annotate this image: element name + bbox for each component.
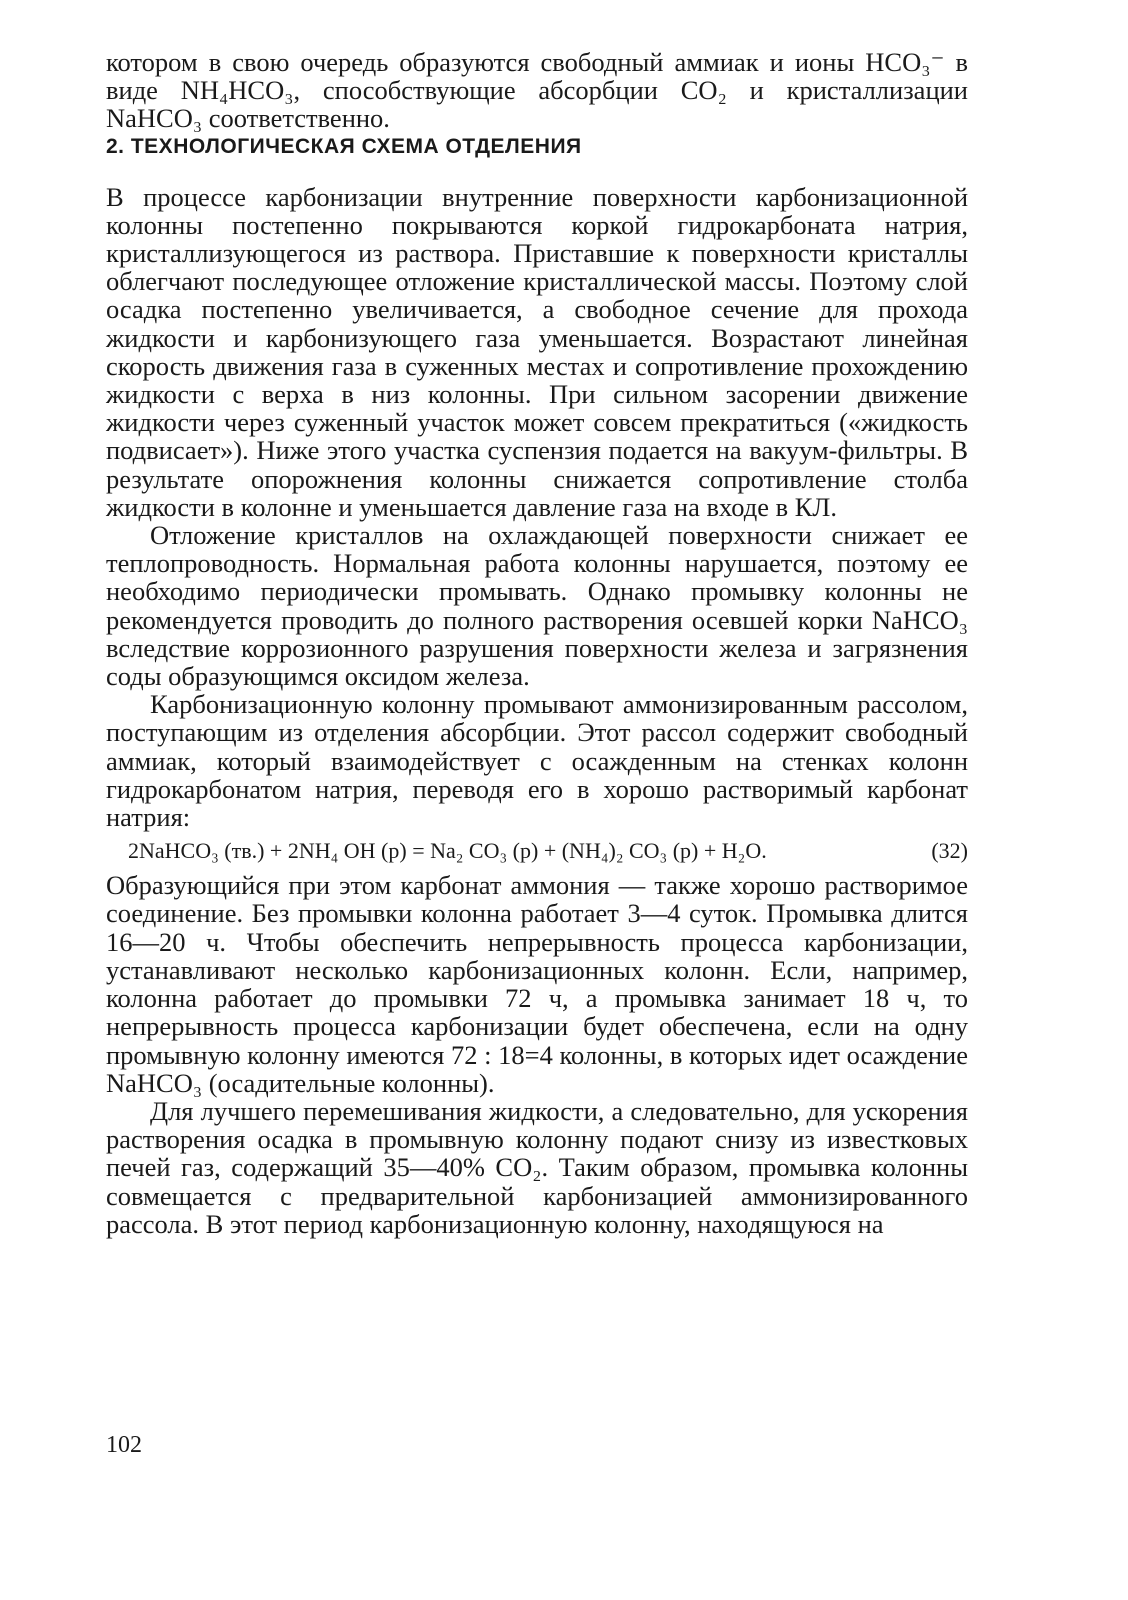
paragraph-3: Карбонизационную колонну промывают аммонизированным рассолом, поступающим из отделения абсорбции. Этот рассол содержит свободный аммиак, который взаимодействует с осажденным на стенках колонн гидрокарбонатом натрия, переводя его в хорошо растворимый карбонат натрия: <box>106 689 968 833</box>
paragraph-2: Отложение кристаллов на охлаждающей поверхности снижает ее теплопроводность. Нормальная работа колонны нарушается, поэтому ее необходимо периодически промывать. Однако промывку колонны не рекомендуется проводить до полного растворения осевшей корки NaHCO₃ вследствие коррозионного разрушения поверхности железа и загрязнения соды образующимся оксидом железа. <box>106 520 968 692</box>
section-title: 2. ТЕХНОЛОГИЧЕСКАЯ СХЕМА ОТДЕЛЕНИЯ <box>106 134 582 158</box>
page-number: 102 <box>106 1432 142 1458</box>
equation-32 <box>106 831 968 871</box>
paragraph-1: В процессе карбонизации внутренние поверхности карбонизационной колонны постепенно покрываются коркой гидрокарбоната натрия, кристаллизующегося из раствора. Приставшие к поверхности кристаллы облегчают последующее отложение кристаллической массы. Поэтому слой осадка постепенно увеличивается, а свободное сечение для прохода жидкости и карбонизующего газа уменьшается. Возрастают линейная скорость движения газа в суженных местах и сопротивление прохождению жидкости с верха в низ колонны. При сильном засорении движение жидкости через суженный участок может совсем прекратиться («жидкость подвисает»). Ниже этого участка суспензия подается на вакуум-фильтры. В результате опорожнения колонны снижается сопротивление столба жидкости в колонне и уменьшается давление газа на входе в КЛ. <box>106 181 968 522</box>
paragraph-4: Образующийся при этом карбонат аммония — также хорошо растворимое соединение. Без промывки колонна работает 3—4 суток. Промывка длится 16—20 ч. Чтобы обеспечить непрерывность процесса карбонизации, устанавливают несколько карбонизационных колонн. Если, например, колонна работает до промывки 72 ч, а промывка занимает 18 ч, то непрерывность процесса карбонизации будет обеспечена, если на одну промывную колонну имеются 72 : 18=4 колонны, в которых идет осаждение NaHCO₃ (осадительные колонны). <box>106 870 968 1098</box>
paragraph-5: Для лучшего перемешивания жидкости, а следовательно, для ускорения растворения осадка в промывную колонну подают снизу из известковых печей газ, содержащий 35—40% CO₂. Таким образом, промывка колонны совмещается с предварительной карбонизацией аммонизированного рассола. В этот период карбонизационную колонну, находящуюся на <box>106 1095 968 1239</box>
equation-text: 2NaHCO₃ (тв.) + 2NH₄ OH (р) = Na₂ CO₃ (р) + (NH₄)₂ CO₃ (р) + H₂O. <box>128 838 767 864</box>
equation-number: (32) <box>931 838 968 864</box>
paragraph-intro: котором в свою очередь образуются свободный аммиак и ионы HCO₃⁻ в виде NH₄HCO₃, способствующие абсорбции CO₂ и кристаллизации NaHCO₃ соответственно. <box>106 47 968 134</box>
body-text <box>106 48 968 1238</box>
